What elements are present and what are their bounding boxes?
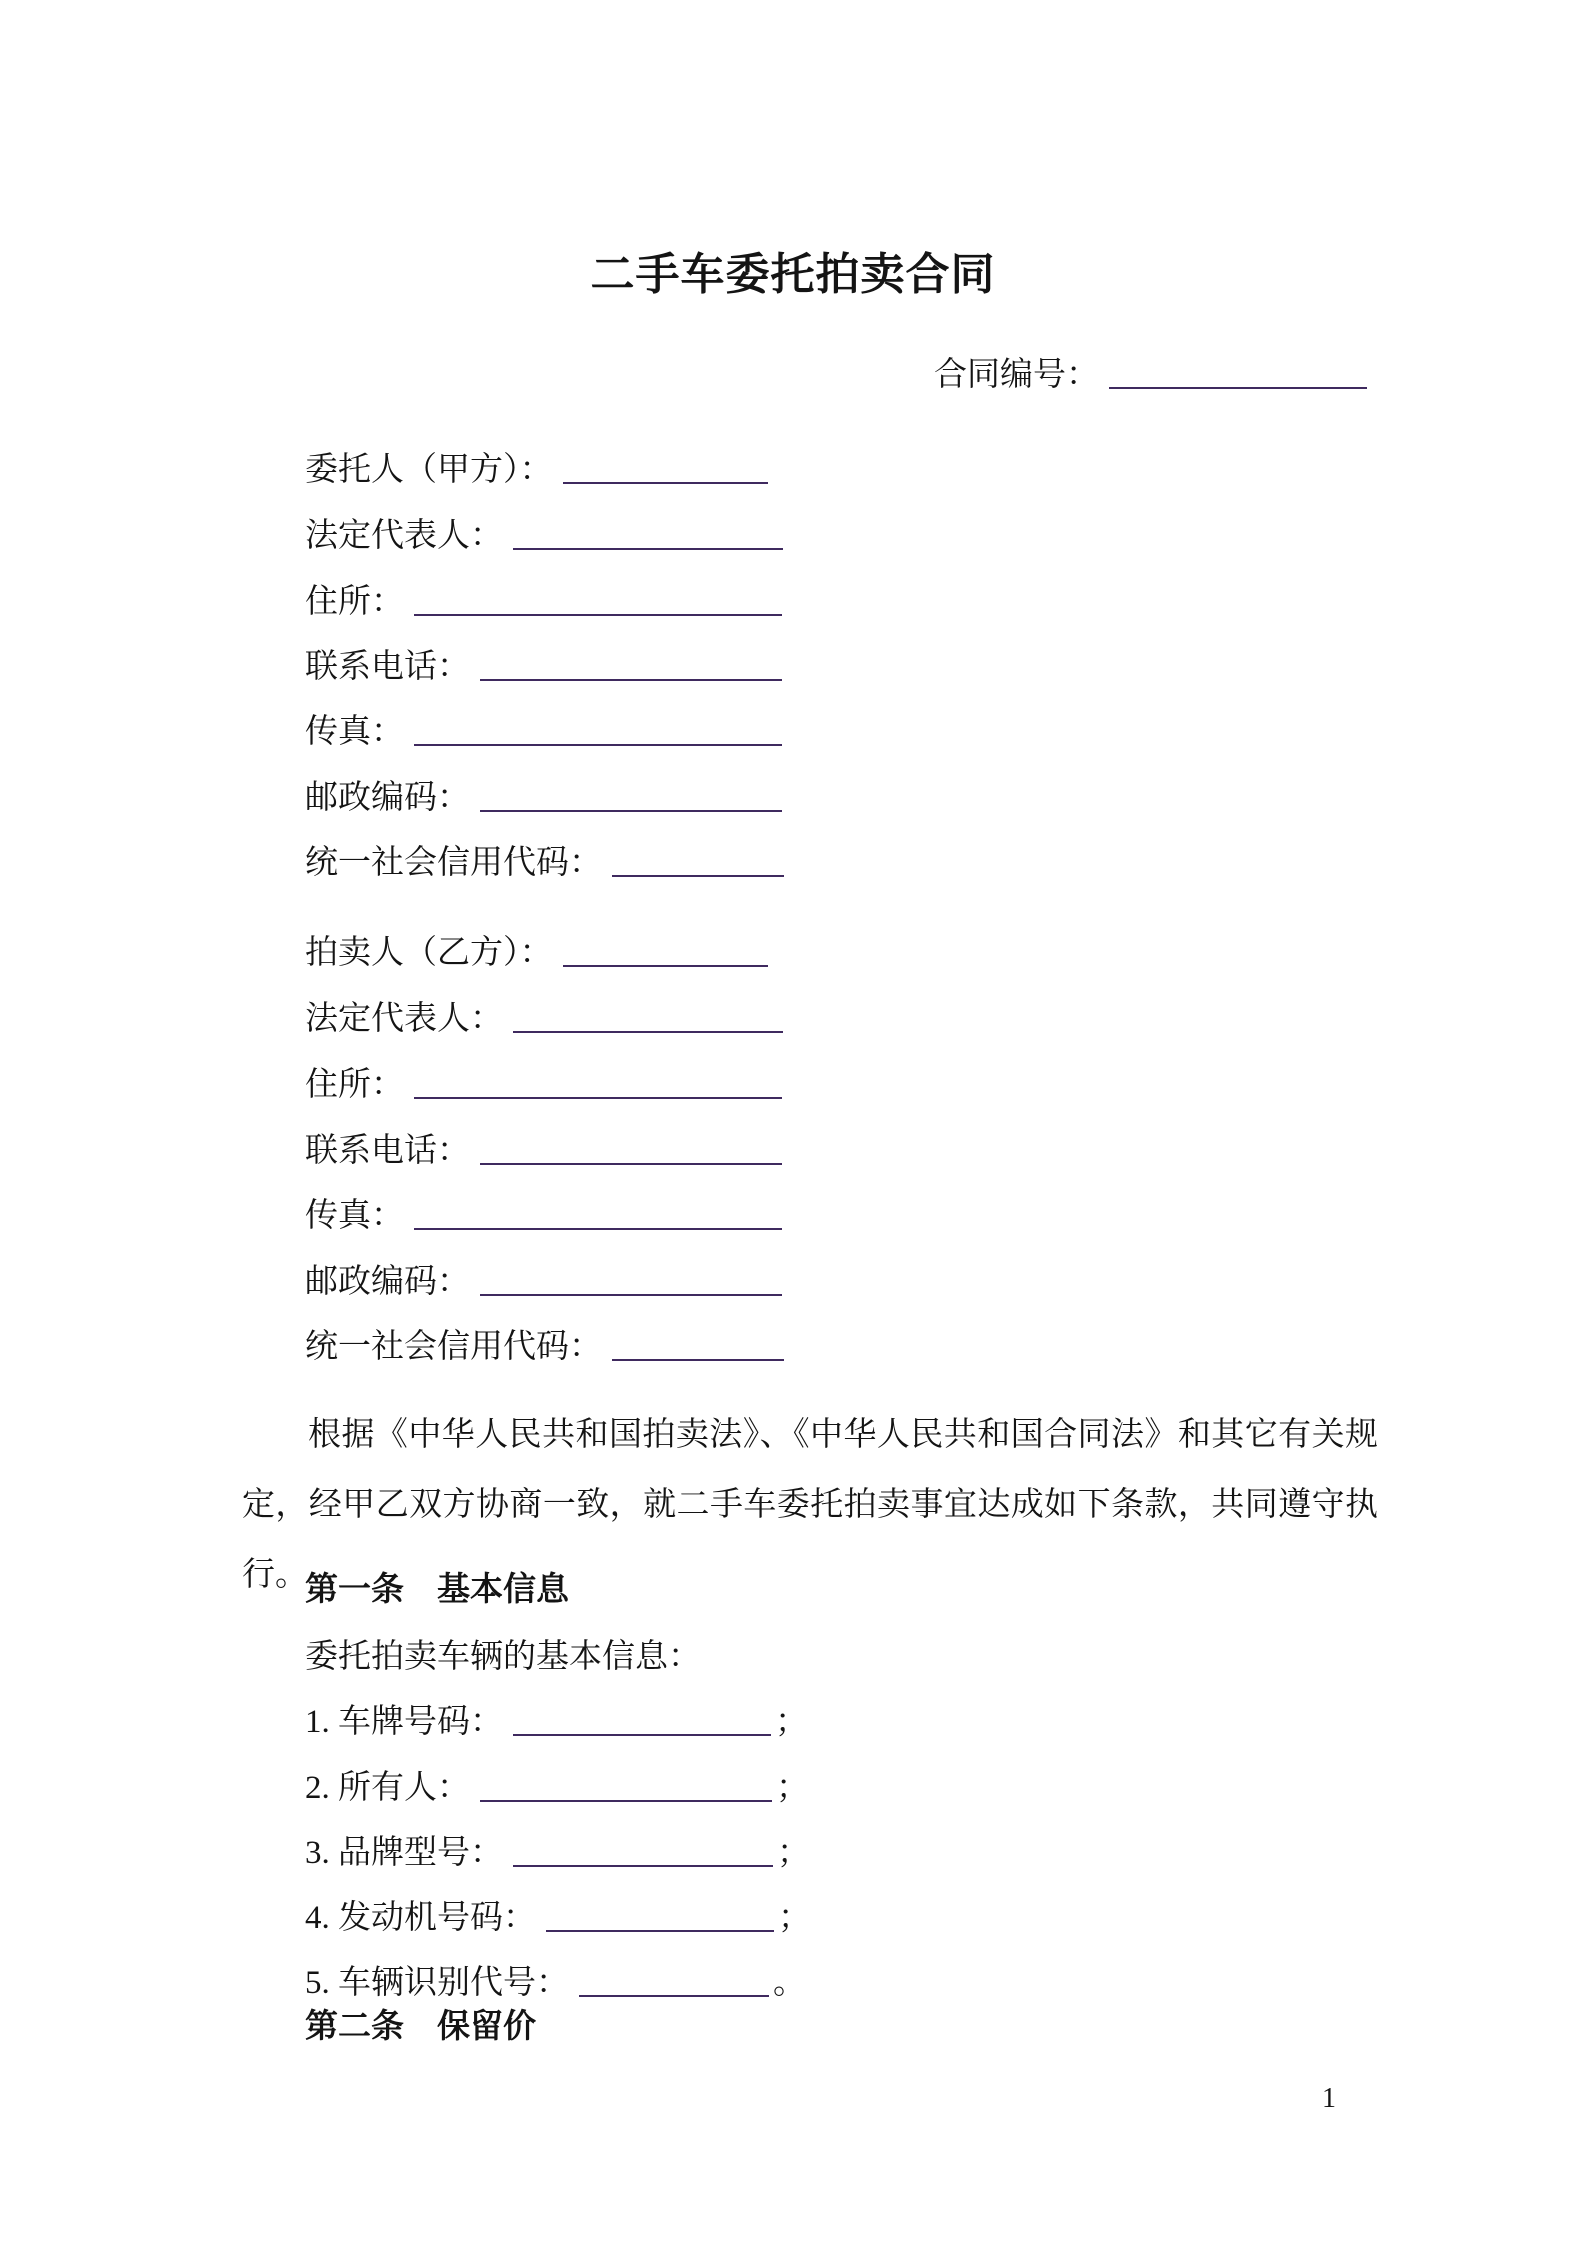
contract-number-row bbox=[934, 350, 1367, 397]
contract-item bbox=[305, 1893, 811, 1940]
field-blank bbox=[414, 1195, 782, 1230]
field-label: 邮政编码： bbox=[305, 1264, 470, 1300]
field-blank bbox=[414, 1064, 782, 1099]
field-row bbox=[305, 994, 783, 1041]
field-label: 传真： bbox=[305, 1198, 404, 1234]
field-blank bbox=[612, 842, 784, 877]
article-1-heading: 第一条 基本信息 bbox=[305, 1572, 569, 1608]
item-blank bbox=[546, 1897, 774, 1932]
field-row bbox=[305, 1060, 782, 1107]
contract-number-label: 合同编号： bbox=[934, 357, 1099, 393]
field-label: 统一社会信用代码： bbox=[305, 845, 602, 881]
field-label: 法定代表人： bbox=[305, 1001, 503, 1037]
document-title: 二手车委托拍卖合同 bbox=[590, 250, 996, 299]
item-label: 4. 发动机号码： bbox=[305, 1900, 536, 1936]
field-blank bbox=[480, 646, 782, 681]
preamble-paragraph: 根据《中华人民共和国拍卖法》、《中华人民共和国合同法》和其它有关规定，经甲乙双方协商一致，就二手车委托拍卖事宜达成如下条款，共同遵守执行。 bbox=[242, 1417, 1378, 1593]
item-label: 2. 所有人： bbox=[305, 1770, 470, 1806]
field-row bbox=[305, 511, 783, 558]
field-blank bbox=[513, 515, 783, 550]
field-row bbox=[305, 1257, 782, 1304]
field-row bbox=[305, 642, 782, 689]
field-label: 统一社会信用代码： bbox=[305, 1329, 602, 1365]
field-blank bbox=[513, 998, 783, 1033]
field-label: 住所： bbox=[305, 1067, 404, 1103]
item-suffix: 。 bbox=[773, 1965, 806, 2001]
field-row bbox=[305, 1191, 782, 1238]
field-label: 拍卖人（乙方）： bbox=[305, 935, 553, 971]
field-label: 住所： bbox=[305, 584, 404, 620]
field-label: 联系电话： bbox=[305, 1133, 470, 1169]
field-label: 法定代表人： bbox=[305, 518, 503, 554]
contract-item bbox=[305, 1958, 806, 2005]
contract-item bbox=[305, 1828, 810, 1875]
field-blank bbox=[612, 1326, 784, 1361]
field-blank bbox=[480, 777, 782, 812]
field-label: 邮政编码： bbox=[305, 780, 470, 816]
field-row bbox=[305, 1322, 784, 1369]
field-label: 传真： bbox=[305, 714, 404, 750]
item-blank bbox=[480, 1767, 772, 1802]
item-suffix: ； bbox=[776, 1770, 809, 1806]
item-suffix: ； bbox=[778, 1900, 811, 1936]
field-label: 联系电话： bbox=[305, 649, 470, 685]
item-label: 5. 车辆识别代号： bbox=[305, 1965, 569, 2001]
field-blank bbox=[480, 1130, 782, 1165]
contract-number-blank bbox=[1109, 354, 1367, 389]
field-row bbox=[305, 838, 784, 885]
field-blank bbox=[563, 449, 768, 484]
item-blank bbox=[513, 1832, 773, 1867]
item-label: 1. 车牌号码： bbox=[305, 1704, 503, 1740]
field-blank bbox=[480, 1261, 782, 1296]
page-number: 1 bbox=[1322, 2083, 1336, 2114]
article-2-heading: 第二条 保留价 bbox=[305, 2009, 536, 2045]
field-row bbox=[305, 928, 768, 975]
article-1-intro: 委托拍卖车辆的基本信息： bbox=[305, 1639, 701, 1675]
contract-item bbox=[305, 1763, 809, 1810]
field-row bbox=[305, 577, 782, 624]
field-row bbox=[305, 707, 782, 754]
field-blank bbox=[563, 932, 768, 967]
field-label: 委托人（甲方）： bbox=[305, 452, 553, 488]
field-row bbox=[305, 445, 768, 492]
item-blank bbox=[579, 1962, 769, 1997]
contract-item bbox=[305, 1697, 808, 1744]
field-blank bbox=[414, 581, 782, 616]
field-blank bbox=[414, 711, 782, 746]
field-row bbox=[305, 1126, 782, 1173]
field-row bbox=[305, 773, 782, 820]
item-suffix: ； bbox=[777, 1835, 810, 1871]
item-suffix: ； bbox=[775, 1704, 808, 1740]
item-label: 3. 品牌型号： bbox=[305, 1835, 503, 1871]
item-blank bbox=[513, 1701, 771, 1736]
